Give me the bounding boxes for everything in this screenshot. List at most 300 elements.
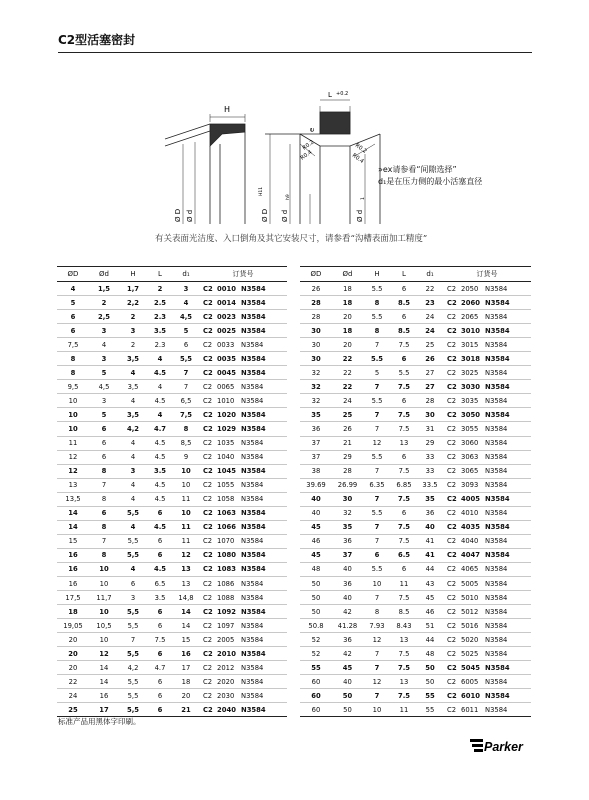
order-prefix: C2 bbox=[203, 354, 213, 363]
dim-label-od: Ø D bbox=[174, 208, 182, 222]
cell-d: 37 bbox=[332, 548, 363, 562]
table-row bbox=[300, 548, 531, 562]
cell-h: 5,5 bbox=[119, 619, 147, 633]
cell-d: 5 bbox=[89, 366, 119, 380]
cell-od: 13 bbox=[57, 478, 89, 492]
order-prefix: C2 bbox=[203, 495, 213, 504]
cell-order-no bbox=[443, 506, 531, 520]
order-code: 4047 bbox=[461, 551, 480, 560]
cell-h: 5,5 bbox=[119, 689, 147, 703]
cell-h: 4 bbox=[119, 436, 147, 450]
order-material: N3584 bbox=[485, 396, 508, 405]
order-code: 5010 bbox=[461, 593, 479, 602]
order-prefix: C2 bbox=[203, 453, 213, 462]
cell-od: 20 bbox=[57, 633, 89, 647]
cell-h: 5.5 bbox=[363, 310, 391, 324]
cell-od: 46 bbox=[300, 534, 332, 548]
order-code: 0014 bbox=[217, 298, 236, 307]
cell-l: 6 bbox=[391, 282, 417, 296]
cell-d: 16 bbox=[89, 689, 119, 703]
cell-d1: 27 bbox=[417, 366, 443, 380]
cell-d1: 26 bbox=[417, 352, 443, 366]
order-prefix: C2 bbox=[203, 410, 213, 419]
cell-d: 50 bbox=[332, 703, 363, 717]
dim-label-d: Ø d bbox=[186, 209, 194, 222]
order-code: 2030 bbox=[217, 691, 235, 700]
col-header-l: L bbox=[391, 267, 417, 282]
order-code: 5045 bbox=[461, 663, 480, 672]
cell-order-no bbox=[443, 464, 531, 478]
cell-d1: 11 bbox=[173, 520, 199, 534]
cell-h: 5,5 bbox=[119, 506, 147, 520]
cell-d1: 8 bbox=[173, 422, 199, 436]
cell-d1: 14 bbox=[173, 619, 199, 633]
cell-order-no bbox=[443, 534, 531, 548]
cell-d1: 36 bbox=[417, 506, 443, 520]
cell-od: 25 bbox=[57, 703, 89, 717]
cell-d: 3 bbox=[89, 352, 119, 366]
cell-order-no bbox=[199, 591, 287, 605]
order-material: N3584 bbox=[485, 607, 508, 616]
cell-d1: 13 bbox=[173, 576, 199, 590]
order-material: N3584 bbox=[241, 284, 266, 293]
cell-d1: 31 bbox=[417, 422, 443, 436]
cell-h: 7 bbox=[363, 591, 391, 605]
order-prefix: C2 bbox=[447, 565, 457, 574]
cell-l: 6 bbox=[147, 506, 173, 520]
cell-od: 19,05 bbox=[57, 619, 89, 633]
col-header-order-no: 订货号 bbox=[443, 267, 531, 282]
cell-l: 7.5 bbox=[391, 422, 417, 436]
cell-h: 12 bbox=[363, 675, 391, 689]
cell-d1: 21 bbox=[173, 703, 199, 717]
cell-od: 13,5 bbox=[57, 492, 89, 506]
table-row bbox=[57, 296, 287, 310]
cell-l: 7.5 bbox=[391, 647, 417, 661]
cell-l: 6 bbox=[391, 352, 417, 366]
cell-order-no bbox=[199, 675, 287, 689]
cell-l: 13 bbox=[391, 675, 417, 689]
cell-h: 8 bbox=[363, 324, 391, 338]
order-code: 4005 bbox=[461, 495, 480, 504]
cell-od: 6 bbox=[57, 324, 89, 338]
order-material: N3584 bbox=[485, 509, 508, 518]
cell-d: 20 bbox=[332, 338, 363, 352]
cell-d1: 10 bbox=[173, 478, 199, 492]
order-material: N3584 bbox=[485, 368, 508, 377]
cell-d: 32 bbox=[332, 506, 363, 520]
order-code: 5012 bbox=[461, 607, 479, 616]
order-code: 1080 bbox=[217, 551, 236, 560]
cell-l: 7.5 bbox=[391, 520, 417, 534]
radius-label-3: R0.2 bbox=[353, 142, 368, 155]
cell-l: 13 bbox=[391, 436, 417, 450]
order-code: 4065 bbox=[461, 565, 479, 574]
order-prefix: C2 bbox=[447, 691, 457, 700]
cell-h: 10 bbox=[363, 576, 391, 590]
cell-d1: 4,5 bbox=[173, 310, 199, 324]
cell-d: 40 bbox=[332, 675, 363, 689]
cell-l: 7.5 bbox=[391, 492, 417, 506]
cell-d1: 46 bbox=[417, 605, 443, 619]
cell-order-no bbox=[199, 689, 287, 703]
cell-order-no bbox=[199, 422, 287, 436]
cell-l: 5.5 bbox=[391, 366, 417, 380]
order-code: 3063 bbox=[461, 453, 479, 462]
cell-d: 14 bbox=[89, 661, 119, 675]
table-row bbox=[300, 296, 531, 310]
cell-d1: 24 bbox=[417, 324, 443, 338]
order-code: 1088 bbox=[217, 593, 235, 602]
cell-l: 8.5 bbox=[391, 296, 417, 310]
cell-order-no bbox=[199, 338, 287, 352]
cell-od: 10 bbox=[57, 422, 89, 436]
cell-h: 3,5 bbox=[119, 352, 147, 366]
order-code: 3093 bbox=[461, 481, 479, 490]
order-material: N3584 bbox=[241, 705, 266, 714]
order-code: 1097 bbox=[217, 621, 235, 630]
cell-order-no bbox=[443, 647, 531, 661]
cell-od: 28 bbox=[300, 296, 332, 310]
cell-d1: 50 bbox=[417, 675, 443, 689]
order-prefix: C2 bbox=[447, 509, 457, 518]
order-prefix: C2 bbox=[447, 523, 457, 532]
cell-d: 14 bbox=[89, 675, 119, 689]
table-row bbox=[300, 619, 531, 633]
cell-order-no bbox=[443, 661, 531, 675]
order-material: N3584 bbox=[241, 537, 264, 546]
cell-l: 7.5 bbox=[391, 380, 417, 394]
cell-l: 8.5 bbox=[391, 324, 417, 338]
order-code: 5005 bbox=[461, 579, 479, 588]
cell-order-no bbox=[443, 576, 531, 590]
cell-d1: 11 bbox=[173, 492, 199, 506]
order-material: N3584 bbox=[241, 354, 266, 363]
cell-order-no bbox=[443, 338, 531, 352]
cell-od: 24 bbox=[57, 689, 89, 703]
cell-d1: 35 bbox=[417, 492, 443, 506]
order-material: N3584 bbox=[485, 284, 508, 293]
order-prefix: C2 bbox=[447, 635, 457, 644]
cell-d1: 18 bbox=[173, 675, 199, 689]
order-code: 0033 bbox=[217, 340, 235, 349]
order-prefix: C2 bbox=[203, 649, 213, 658]
cell-d1: 30 bbox=[417, 408, 443, 422]
cell-d1: 3 bbox=[173, 282, 199, 296]
cell-order-no bbox=[443, 324, 531, 338]
order-prefix: C2 bbox=[203, 579, 213, 588]
cell-l: 4.7 bbox=[147, 422, 173, 436]
table-row bbox=[57, 422, 287, 436]
order-material: N3584 bbox=[485, 677, 508, 686]
cell-order-no bbox=[199, 282, 287, 296]
cell-od: 12 bbox=[57, 450, 89, 464]
cell-d: 8 bbox=[89, 492, 119, 506]
cell-order-no bbox=[199, 478, 287, 492]
order-material: N3584 bbox=[241, 340, 264, 349]
cell-od: 30 bbox=[300, 338, 332, 352]
cell-d1: 41 bbox=[417, 534, 443, 548]
cell-d: 7 bbox=[89, 478, 119, 492]
order-material: N3584 bbox=[241, 396, 264, 405]
table-row bbox=[57, 478, 287, 492]
cell-d1: 8,5 bbox=[173, 436, 199, 450]
cell-d: 22 bbox=[332, 352, 363, 366]
cell-h: 4 bbox=[119, 492, 147, 506]
order-code: 2005 bbox=[217, 635, 235, 644]
cell-d1: 5,5 bbox=[173, 352, 199, 366]
table-row bbox=[300, 492, 531, 506]
order-material: N3584 bbox=[485, 495, 510, 504]
table-row bbox=[300, 352, 531, 366]
cell-od: 50 bbox=[300, 591, 332, 605]
cell-od: 36 bbox=[300, 422, 332, 436]
order-prefix: C2 bbox=[203, 705, 213, 714]
cell-d: 22 bbox=[332, 380, 363, 394]
order-material: N3584 bbox=[241, 509, 266, 518]
radius-label-1: R0.2 bbox=[301, 139, 316, 152]
cell-h: 7 bbox=[119, 633, 147, 647]
order-material: N3584 bbox=[485, 551, 510, 560]
order-prefix: C2 bbox=[203, 439, 213, 448]
cell-order-no bbox=[199, 534, 287, 548]
clearance-note: »ex请参看“间隙选择” bbox=[378, 165, 457, 174]
order-prefix: C2 bbox=[203, 382, 213, 391]
cell-order-no bbox=[443, 703, 531, 717]
cell-d: 42 bbox=[332, 647, 363, 661]
order-prefix: C2 bbox=[203, 621, 213, 630]
cell-order-no bbox=[443, 619, 531, 633]
cell-h: 8 bbox=[363, 296, 391, 310]
order-prefix: C2 bbox=[203, 607, 213, 616]
order-material: N3584 bbox=[241, 467, 266, 476]
order-prefix: C2 bbox=[203, 481, 213, 490]
cell-d1: 14 bbox=[173, 605, 199, 619]
cell-d: 10 bbox=[89, 562, 119, 576]
order-prefix: C2 bbox=[203, 326, 213, 335]
order-code: 2040 bbox=[217, 705, 236, 714]
cell-od: 16 bbox=[57, 548, 89, 562]
cell-order-no bbox=[443, 450, 531, 464]
order-material: N3584 bbox=[241, 481, 264, 490]
table-row bbox=[300, 324, 531, 338]
cell-d: 17 bbox=[89, 703, 119, 717]
order-material: N3584 bbox=[241, 523, 266, 532]
cell-d: 50 bbox=[332, 689, 363, 703]
table-row bbox=[300, 450, 531, 464]
cell-d: 35 bbox=[332, 520, 363, 534]
table-row bbox=[300, 534, 531, 548]
cell-h: 5,5 bbox=[119, 548, 147, 562]
cell-od: 37 bbox=[300, 436, 332, 450]
cell-od: 40 bbox=[300, 492, 332, 506]
footnote: 标准产品用黑体字印刷。 bbox=[58, 717, 141, 726]
order-prefix: C2 bbox=[447, 593, 457, 602]
table-row bbox=[57, 661, 287, 675]
cell-od: 10 bbox=[57, 394, 89, 408]
tolerance-h11: H11 bbox=[259, 186, 264, 196]
table-row bbox=[57, 689, 287, 703]
cell-h: 5,5 bbox=[119, 534, 147, 548]
cell-order-no bbox=[199, 619, 287, 633]
cell-d1: 4 bbox=[173, 296, 199, 310]
cell-l: 3.5 bbox=[147, 324, 173, 338]
cell-d1: 5 bbox=[173, 324, 199, 338]
col-header-d1: d₁ bbox=[173, 267, 199, 282]
col-header-h: H bbox=[363, 267, 391, 282]
table-row bbox=[57, 394, 287, 408]
cell-h: 4,2 bbox=[119, 422, 147, 436]
cell-d1: 13 bbox=[173, 562, 199, 576]
cell-od: 20 bbox=[57, 661, 89, 675]
order-code: 1083 bbox=[217, 565, 236, 574]
cell-h: 5,5 bbox=[119, 675, 147, 689]
cell-od: 14 bbox=[57, 520, 89, 534]
cell-h: 5,5 bbox=[119, 703, 147, 717]
cell-d: 45 bbox=[332, 661, 363, 675]
order-material: N3584 bbox=[241, 691, 264, 700]
cell-order-no bbox=[199, 703, 287, 717]
table-row bbox=[57, 282, 287, 296]
cell-l: 7.5 bbox=[391, 408, 417, 422]
cell-h: 3 bbox=[119, 324, 147, 338]
cell-order-no bbox=[443, 605, 531, 619]
table-row bbox=[300, 338, 531, 352]
dim-label-ex: e bbox=[308, 127, 316, 132]
cell-d1: 48 bbox=[417, 647, 443, 661]
cell-order-no bbox=[199, 296, 287, 310]
table-row bbox=[57, 506, 287, 520]
cell-h: 8 bbox=[363, 605, 391, 619]
cell-d: 8 bbox=[89, 464, 119, 478]
cell-od: 18 bbox=[57, 605, 89, 619]
dim-label-d-h9: Ø d bbox=[281, 209, 289, 222]
cell-od: 32 bbox=[300, 380, 332, 394]
cell-d1: 17 bbox=[173, 661, 199, 675]
cell-l: 13 bbox=[391, 633, 417, 647]
order-code: 0023 bbox=[217, 312, 236, 321]
cell-order-no bbox=[199, 380, 287, 394]
order-code: 3018 bbox=[461, 354, 480, 363]
cell-d: 29 bbox=[332, 450, 363, 464]
cell-d: 6 bbox=[89, 450, 119, 464]
cell-d: 10 bbox=[89, 605, 119, 619]
order-prefix: C2 bbox=[447, 298, 457, 307]
cell-d: 6 bbox=[89, 422, 119, 436]
table-row bbox=[57, 408, 287, 422]
cell-l: 4 bbox=[147, 408, 173, 422]
table-row bbox=[57, 605, 287, 619]
cell-order-no bbox=[443, 591, 531, 605]
order-material: N3584 bbox=[241, 326, 266, 335]
order-code: 2010 bbox=[217, 649, 236, 658]
order-code: 2012 bbox=[217, 663, 235, 672]
seal-table-left bbox=[57, 266, 287, 717]
table-row bbox=[57, 619, 287, 633]
table-row bbox=[57, 352, 287, 366]
cell-d: 12 bbox=[89, 647, 119, 661]
col-header-h: H bbox=[119, 267, 147, 282]
order-material: N3584 bbox=[241, 593, 264, 602]
cell-h: 5.5 bbox=[363, 506, 391, 520]
cell-d1: 10 bbox=[173, 506, 199, 520]
cell-h: 1,7 bbox=[119, 282, 147, 296]
table-row bbox=[300, 366, 531, 380]
order-prefix: C2 bbox=[203, 691, 213, 700]
cell-od: 35 bbox=[300, 408, 332, 422]
order-code: 1010 bbox=[217, 396, 235, 405]
order-prefix: C2 bbox=[447, 481, 457, 490]
cell-d1: 25 bbox=[417, 338, 443, 352]
cell-d1: 11 bbox=[173, 534, 199, 548]
cell-h: 5,5 bbox=[119, 647, 147, 661]
cell-l: 7.5 bbox=[391, 338, 417, 352]
order-prefix: C2 bbox=[203, 509, 213, 518]
cell-order-no bbox=[199, 352, 287, 366]
order-prefix: C2 bbox=[447, 340, 457, 349]
cell-d: 20 bbox=[332, 310, 363, 324]
order-code: 4010 bbox=[461, 509, 479, 518]
seal-installation-drawing bbox=[150, 84, 530, 236]
order-material: N3584 bbox=[485, 593, 508, 602]
cell-od: 22 bbox=[57, 675, 89, 689]
cell-order-no bbox=[443, 296, 531, 310]
cell-d: 24 bbox=[332, 394, 363, 408]
table-row bbox=[300, 703, 531, 717]
cell-h: 7 bbox=[363, 647, 391, 661]
order-material: N3584 bbox=[485, 579, 508, 588]
table-row bbox=[300, 576, 531, 590]
order-prefix: C2 bbox=[447, 354, 457, 363]
cell-h: 2 bbox=[119, 310, 147, 324]
order-code: 2020 bbox=[217, 677, 235, 686]
order-prefix: C2 bbox=[203, 635, 213, 644]
cell-l: 6 bbox=[391, 394, 417, 408]
cell-d1: 20 bbox=[173, 689, 199, 703]
cell-l: 3.5 bbox=[147, 464, 173, 478]
order-prefix: C2 bbox=[203, 284, 213, 293]
table-row bbox=[57, 436, 287, 450]
order-prefix: C2 bbox=[447, 607, 457, 616]
cell-h: 7 bbox=[363, 520, 391, 534]
order-code: 5016 bbox=[461, 621, 479, 630]
order-code: 3065 bbox=[461, 467, 479, 476]
order-prefix: C2 bbox=[203, 396, 213, 405]
order-material: N3584 bbox=[485, 537, 508, 546]
order-prefix: C2 bbox=[203, 424, 213, 433]
order-material: N3584 bbox=[241, 495, 264, 504]
order-prefix: C2 bbox=[447, 368, 457, 377]
table-header-row bbox=[57, 267, 287, 282]
cell-d: 8 bbox=[89, 520, 119, 534]
cell-l: 7.5 bbox=[391, 464, 417, 478]
cell-d: 11,7 bbox=[89, 591, 119, 605]
cell-d1: 51 bbox=[417, 619, 443, 633]
cell-h: 5.5 bbox=[363, 282, 391, 296]
cell-l: 4.5 bbox=[147, 394, 173, 408]
cell-order-no bbox=[443, 310, 531, 324]
cell-order-no bbox=[443, 436, 531, 450]
cell-h: 3 bbox=[119, 464, 147, 478]
cell-l: 6.5 bbox=[391, 548, 417, 562]
cell-order-no bbox=[443, 492, 531, 506]
order-prefix: C2 bbox=[203, 467, 213, 476]
cell-d: 4,5 bbox=[89, 380, 119, 394]
order-material: N3584 bbox=[241, 382, 264, 391]
cell-d: 5 bbox=[89, 408, 119, 422]
cell-order-no bbox=[443, 548, 531, 562]
order-prefix: C2 bbox=[447, 382, 457, 391]
